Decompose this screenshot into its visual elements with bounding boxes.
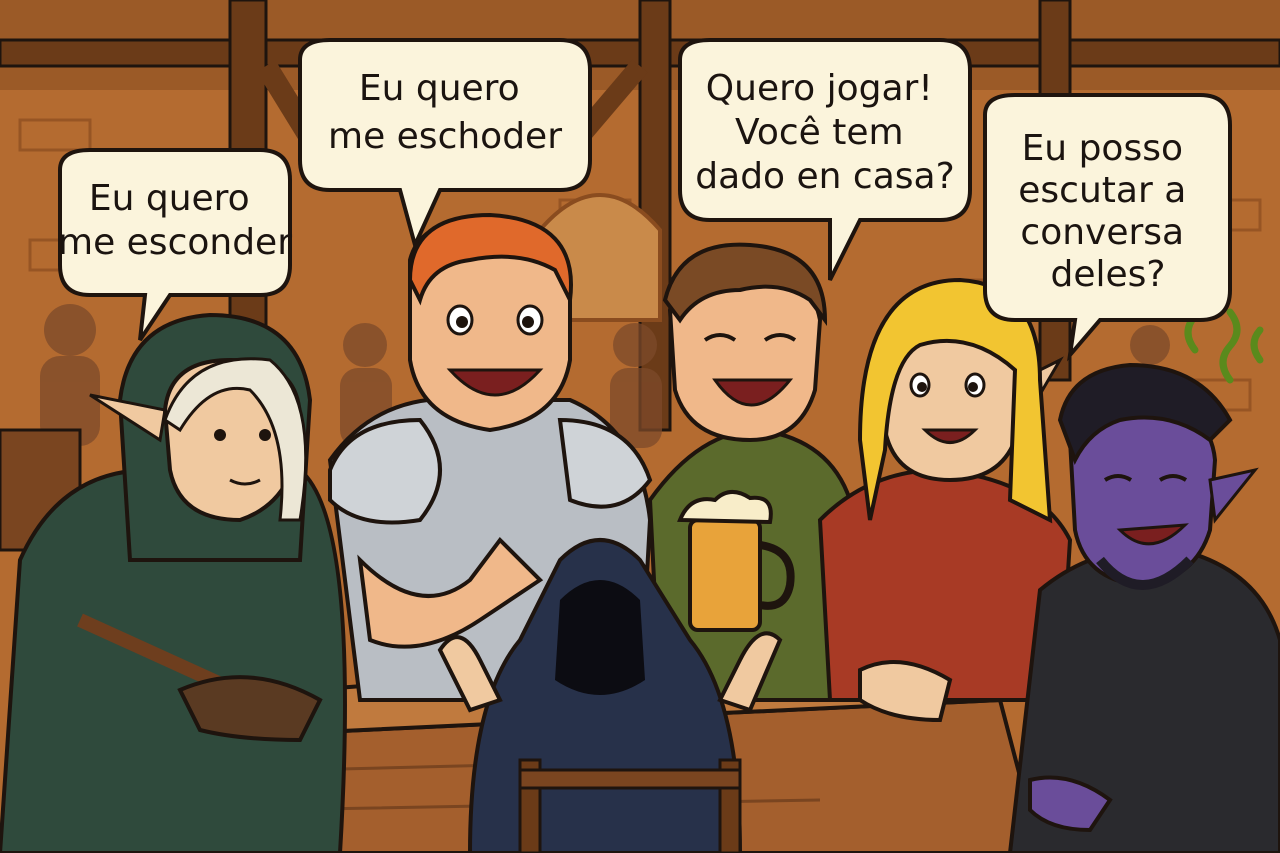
bubble-4-line-2: escutar a bbox=[1018, 170, 1187, 211]
bubble-3-line-1: Quero jogar! bbox=[705, 68, 933, 109]
speech-bubble-tiefling bbox=[985, 95, 1230, 355]
bubble-2-line-1: Eu quero bbox=[358, 68, 520, 109]
bubble-1-line-2: me esconder bbox=[58, 222, 292, 263]
bubble-1-line-1: Eu quero bbox=[88, 178, 250, 219]
bubble-3-line-3: dado en casa? bbox=[695, 156, 955, 197]
bubble-4-line-1: Eu posso bbox=[1021, 128, 1183, 169]
bubble-4-line-4: deles? bbox=[1050, 254, 1166, 295]
bubble-3-line-2: Você tem bbox=[734, 112, 904, 153]
bubble-4-line-3: conversa bbox=[1020, 212, 1185, 253]
bubble-2-line-2: me eschoder bbox=[328, 116, 562, 157]
